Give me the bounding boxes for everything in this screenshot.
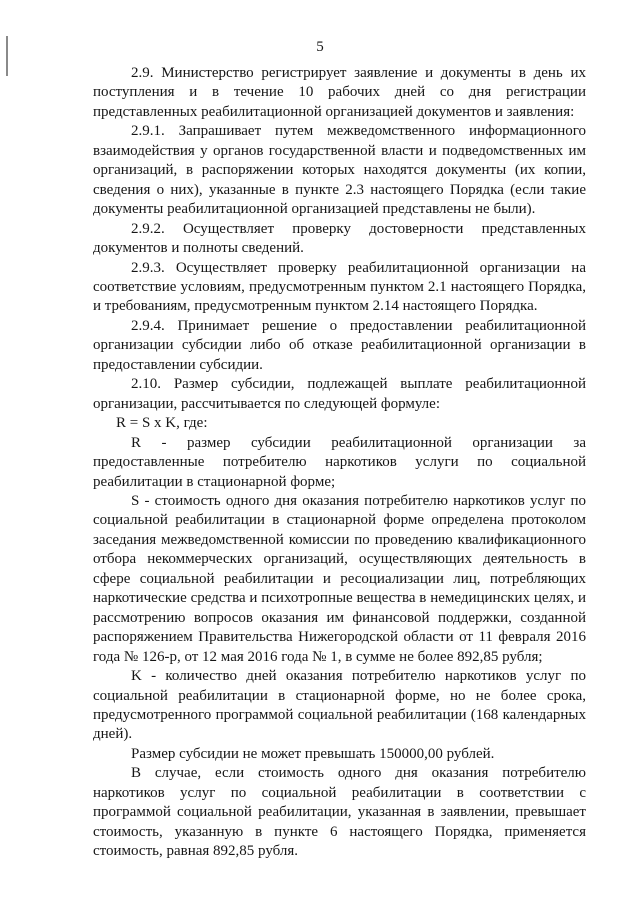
paragraph-subsidy-limit: Размер субсидии не может превышать 150000,00 рублей. [131, 745, 495, 762]
paragraph-2-9-1: 2.9.1. Запрашивает путем межведомственного информационного взаимодействия у органов государственной власти и подведомственных им организаций, в распоряжении которых находятся документы (их копии, сведения о них), указанные в пункте 2.3 настоящего Порядка (если такие документы реабилитационной организацией представлены не были). [93, 123, 586, 218]
document-body [93, 64, 586, 862]
paragraph-2-9-4: 2.9.4. Принимает решение о предоставлении реабилитационной организации субсидии либо об отказе реабилитационной организации в предоставлении субсидии. [93, 317, 586, 373]
paragraph-2-10: 2.10. Размер субсидии, подлежащей выплате реабилитационной организации, рассчитывается по следующей формуле: [93, 376, 586, 412]
paragraph-r-definition: R - размер субсидии реабилитационной организации за предоставленные потребителю наркотиков услуги по социальной реабилитации в стационарной форме; [93, 434, 586, 490]
page-number: 5 [316, 39, 324, 55]
paragraph-2-9-3: 2.9.3. Осуществляет проверку реабилитационной организации на соответствие условиям, предусмотренным пунктом 2.1 настоящего Порядка, и требованиям, предусмотренным пунктом 2.14 настоящего Порядка. [93, 259, 586, 315]
paragraph-s-definition: S - стоимость одного дня оказания потребителю наркотиков услуг по социальной реабилитации в стационарной форме определена протоколом заседания межведомственной комиссии по проведению квалификационного отбора некоммерческих организаций, осуществляющих деятельность в сфере социальной реабилитации и ресоциализации лиц, потребляющих наркотические средства и психотропные вещества в немедицинских целях, и рассмотрению вопросов оказания им финансовой поддержки, созданной распоряжением Правительства Нижегородской области от 11 февраля 2016 года № 126-р, от 12 мая 2016 года № 1, в сумме не более 892,85 рубля; [93, 492, 586, 665]
paragraph-2-9: 2.9. Министерство регистрирует заявление и документы в день их поступления и в течение 10 рабочих дней со дня регистрации представленных реабилитационной организацией документов и заявления: [93, 65, 586, 120]
paragraph-2-9-2: 2.9.2. Осуществляет проверку достоверности представленных документов и полноты сведений. [93, 220, 586, 257]
paragraph-cost-exceeds: В случае, если стоимость одного дня оказания потребителю наркотиков услуг по социальной реабилитации в соответствии с программой социальной реабилитации, указанная в заявлении, превышает стоимость, указанную в пункте 6 настоящего Порядка, применяется стоимость, равная 892,85 рубля. [93, 765, 586, 860]
formula-line: R = S x K, где: [116, 415, 208, 432]
paragraph-k-definition: K - количество дней оказания потребителю наркотиков услуг по социальной реабилитации в стационарной форме, но не более срока, предусмотренного программой социальной реабилитации (168 календарных дней). [93, 668, 586, 743]
